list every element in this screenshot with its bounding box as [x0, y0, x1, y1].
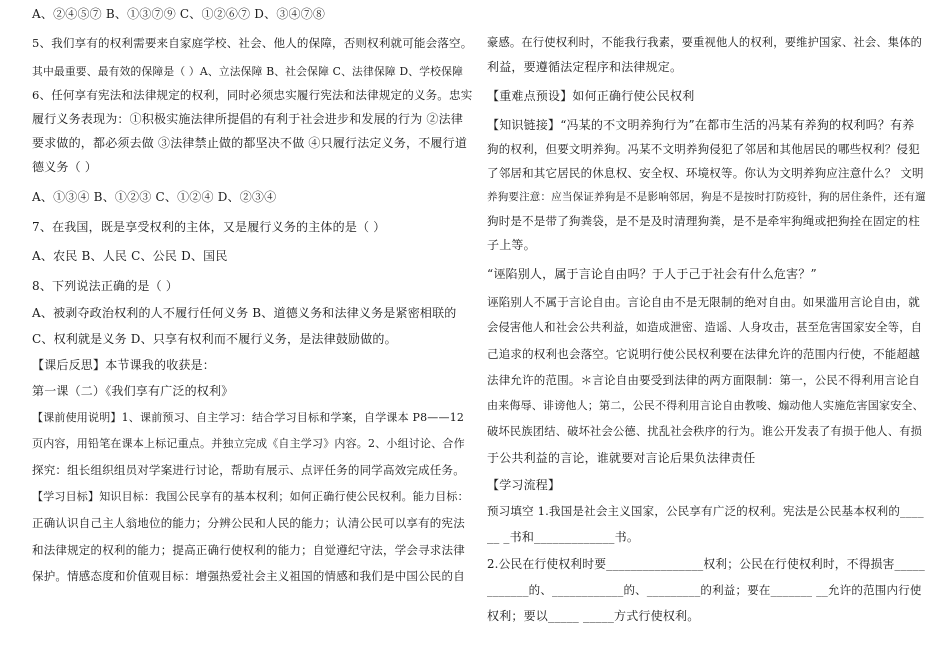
- text-line: 8、下列说法正确的是（ ）: [32, 279, 179, 293]
- text-line: 法律允许的范围。＊言论自由要受到法律的两方面限制：第一，公民不得利用言论自: [487, 373, 920, 387]
- text-line: 5、我们享有的权利需要来自家庭学校、社会、他人的保障，否则权利就可能会落空。: [32, 36, 473, 50]
- text-line: 养狗要注意：应当保证养狗是不是影响邻居，狗是不是按时打防疫针，狗的居住条件，还有遛: [487, 191, 926, 203]
- text-line: 7、在我国，既是享受权利的主体，又是履行义务的主体的是（ ）: [32, 220, 386, 234]
- text-line: 破坏民族团结、破坏社会公德、扰乱社会秩序的行为。谁公开发表了有损于他人、有损: [487, 425, 923, 438]
- text-line: A、被剥夺政治权利的人不履行任何义务 B、道德义务和法律义务是紧密相联的: [32, 306, 457, 320]
- lesson-title: 第一课（二）《我们享有广泛的权利》: [32, 384, 234, 398]
- text-line: _______的、____________的、_________的利益；要在_______ __允许的范围内行使: [487, 583, 922, 597]
- text-line: 6、任何享有宪法和法律规定的权利，同时必须忠实履行宪法和法律规定的义务。忠实: [32, 88, 473, 102]
- text-line: __ _书和_____________书。: [487, 530, 640, 544]
- section-heading: 【学习流程】: [487, 478, 561, 492]
- text-line: 页内容，用铅笔在课本上标记重点。并独立完成《自主学习》内容。2、小组讨论、合作: [32, 437, 465, 450]
- section-heading: 【课后反思】本节课我的收获是：: [32, 358, 216, 372]
- text-line: 保护。情感态度和价值观目标：增强热爱社会主义祖国的情感和我们是中国公民的自: [32, 569, 465, 583]
- text-line: 于公共利益的言论，谁就要对言论后果负法律责任: [487, 451, 756, 465]
- text-line: A、①③④ B、①②③ C、①②④ D、②③④: [32, 190, 277, 204]
- text-line: 会侵害他人和社会公共利益，如造成泄密、造谣、人身攻击，甚至危害国家安全等，自: [487, 321, 923, 334]
- text-line: 【课前使用说明】1、课前预习、自主学习：结合学习目标和学案，自学课本 P8——12: [32, 411, 465, 424]
- section-heading: 【重难点预设】如何正确行使公民权利: [487, 89, 695, 103]
- text-line: 【知识链接】“冯某的不文明养狗行为”在都市生活的冯某有养狗的权利吗？有养: [487, 118, 915, 132]
- text-line: 【学习目标】知识目标：我国公民享有的基本权利；如何正确行使公民权利。能力目标：: [32, 490, 469, 503]
- text-line: 己追求的权利也会落空。它说明行使公民权利要在法律允许的范围内行使，不能超越: [487, 347, 920, 361]
- text-line: C、权利就是义务 D、只享有权利而不履行义务，是法律鼓励做的。: [32, 332, 397, 346]
- text-line: 2.公民在行使权利时要________________权利；公民在行使权利时，不得损害_____: [487, 557, 925, 571]
- text-line: 豪感。在行使权利时，不能我行我素，要重视他人的权利，要维护国家、社会、集体的: [487, 36, 923, 49]
- text-line: 权利；要以_____ _____方式行使权利。: [487, 609, 700, 623]
- text-line: 德义务（ ）: [32, 160, 98, 174]
- text-line: 正确认识自己主人翁地位的能力；分辨公民和人民的能力；认清公民可以享有的宪法: [32, 516, 465, 530]
- text-line: 预习填空 1.我国是社会主义国家，公民享有广泛的权利。宪法是公民基本权利的____: [487, 504, 924, 518]
- text-line: 要求做的，都必须去做 ③法律禁止做的都坚决不做 ④只履行法定义务，不履行道: [32, 136, 468, 150]
- text-line: 探究：组长组织组员对学案进行讨论，帮助有展示、点评任务的同学高效完成任务。: [32, 463, 465, 477]
- text-line: 子上等。: [487, 238, 536, 252]
- text-line: 狗时是不是带了狗粪袋，是不是及时清理狗粪，是不是牵牢狗绳或把狗拴在固定的柱: [487, 214, 920, 228]
- text-line: 诬陷别人不属于言论自由。言论自由不是无限制的绝对自由。如果滥用言论自由，就: [487, 295, 920, 309]
- text-line: “诬陷别人，属于言论自由吗？于人于己于社会有什么危害？”: [487, 267, 817, 281]
- text-line: A、农民 B、人民 C、公民 D、国民: [32, 249, 228, 263]
- text-line: 了邻居和其它居民的休息权、安全权、环境权等。你认为文明养狗应注意什么？ 文明: [487, 166, 924, 180]
- text-line: A、②④⑤⑦ B、①③⑦⑨ C、①②⑥⑦ D、③④⑦⑧: [32, 7, 326, 21]
- text-line: 狗的权利，但要文明养狗。冯某不文明养狗侵犯了邻居和其他居民的哪些权利？侵犯: [487, 142, 920, 156]
- text-line: 履行义务表现为：①积极实施法律所提倡的有利于社会进步和发展的行为 ②法律: [32, 112, 464, 126]
- text-line: 和法律规定的权利的能力；提高正确行使权利的能力；自觉遵纪守法，学会寻求法律: [32, 543, 465, 557]
- text-line: 由来侮辱、诽谤他人；第二，公民不得利用言论自由教唆、煽动他人实施危害国家安全、: [487, 399, 924, 412]
- text-line: 利益，要遵循法定程序和法律规定。: [487, 60, 683, 74]
- text-line: 其中最重要、最有效的保障是（ ）A、立法保障 B、社会保障 C、法律保障 D、学校保障: [32, 65, 464, 78]
